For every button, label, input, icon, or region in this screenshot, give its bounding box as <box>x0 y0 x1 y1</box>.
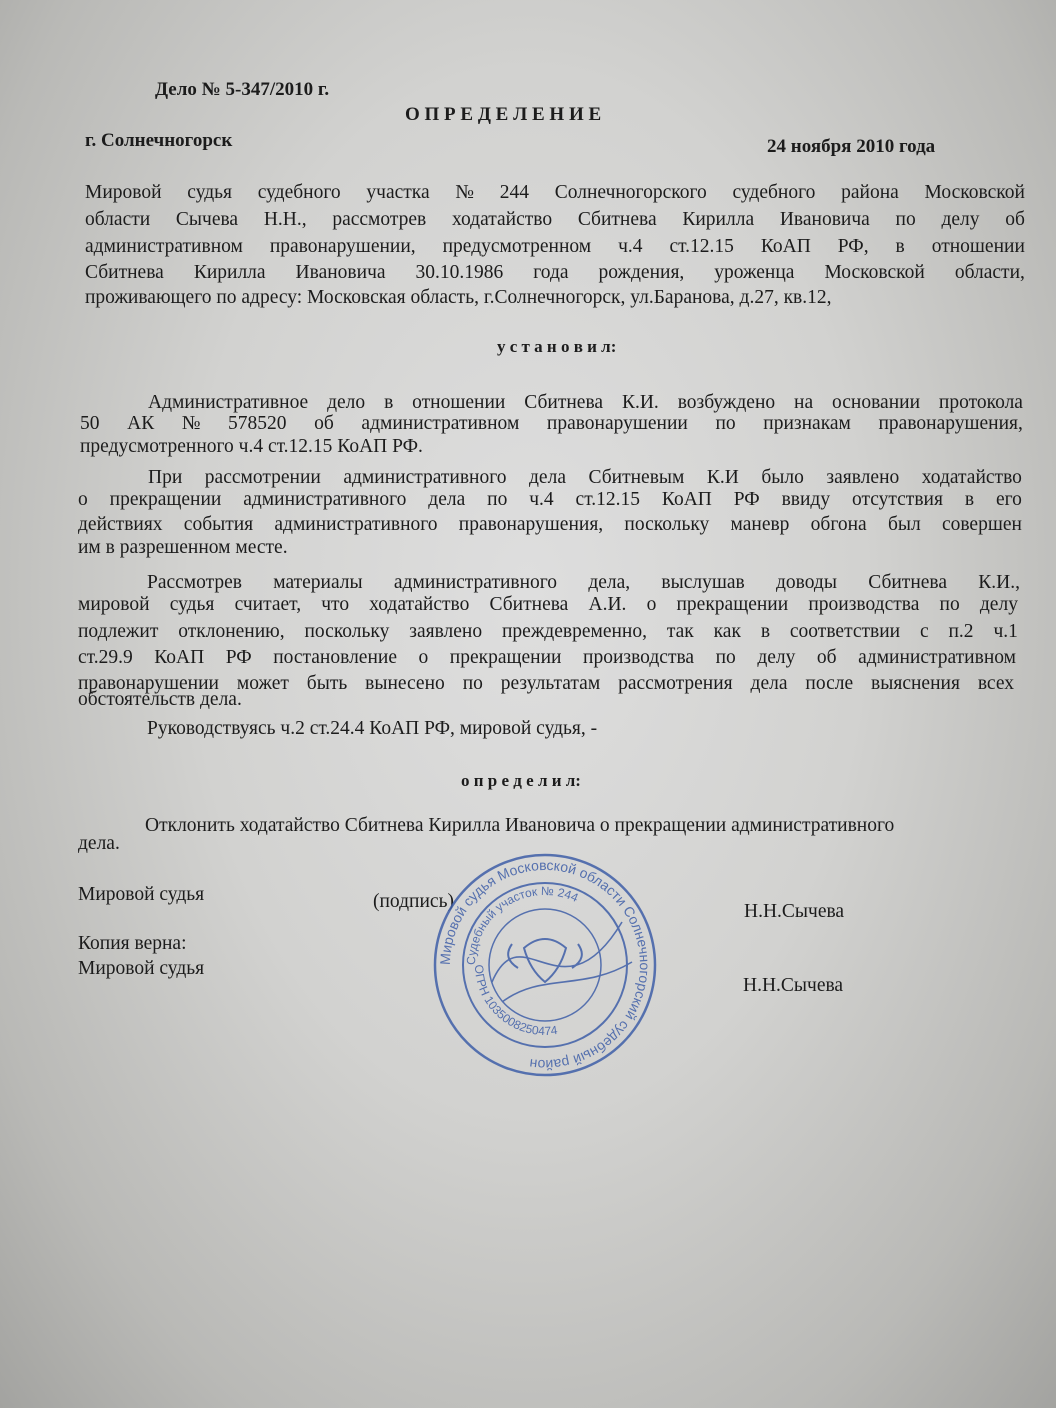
word: дела <box>750 673 788 694</box>
word: судебного <box>732 182 816 203</box>
word: ч.4 <box>618 236 643 257</box>
word: считает, <box>234 594 302 615</box>
word: рассмотрев <box>332 209 427 230</box>
word: правонарушении <box>546 413 688 434</box>
word: на <box>794 392 814 413</box>
word: протокола <box>938 392 1023 413</box>
word: так <box>666 621 694 642</box>
word: выслушав <box>661 572 745 593</box>
word: об <box>816 647 837 668</box>
word: административного <box>243 489 407 510</box>
intro-line <box>85 237 1025 257</box>
word: административном <box>361 413 520 434</box>
body-line <box>78 515 1022 535</box>
word: РФ, <box>837 236 869 257</box>
body-line: предусмотренного ч.4 ст.12.15 КоАП РФ. <box>80 436 423 457</box>
word: Сбитнева <box>868 572 948 593</box>
word: отклонению, <box>178 621 285 642</box>
word: о <box>646 594 657 615</box>
word: по <box>715 413 736 434</box>
word: рассмотрения <box>618 673 733 694</box>
word: ст.12.15 <box>669 236 734 257</box>
word: ст.29.9 <box>78 647 133 668</box>
word: Сбитнева <box>577 209 657 230</box>
word: участка <box>366 182 430 203</box>
word: Кирилла <box>682 209 755 230</box>
word: правонарушения, <box>878 413 1023 434</box>
word: в <box>760 621 771 642</box>
body-line: обстоятельств дела. <box>78 689 242 710</box>
word: административного <box>274 514 438 535</box>
word: Сбитнева <box>489 594 569 615</box>
word: Сычева <box>175 209 239 230</box>
body-line <box>78 648 1016 668</box>
word: При <box>148 467 183 488</box>
judge-name-copy: Н.Н.Сычева <box>743 975 844 996</box>
word: по <box>939 594 960 615</box>
word: в <box>384 392 394 413</box>
word: 50 <box>80 413 100 434</box>
word: района <box>841 182 899 203</box>
word: соответствии <box>789 621 901 642</box>
word: 30.10.1986 <box>415 262 504 283</box>
document-date: 24 ноября 2010 года <box>767 136 936 157</box>
word: как <box>713 621 741 642</box>
body-line: Руководствуясь ч.2 ст.24.4 КоАП РФ, мировой судья, - <box>147 718 598 739</box>
body-line: им в разрешенном месте. <box>78 537 288 558</box>
word: после <box>805 673 854 694</box>
word: Сбитнева <box>524 392 604 413</box>
word: Ивановича <box>295 262 386 283</box>
word: быть <box>306 673 348 694</box>
word: рассмотрении <box>204 467 321 488</box>
intro-line <box>85 210 1025 230</box>
word: производства <box>808 594 920 615</box>
word: Сбитнева <box>85 262 164 283</box>
word: области, <box>954 262 1025 283</box>
section-heading-established: у с т а н о в и л: <box>497 337 617 356</box>
stamp-inner-text: Судебный участок № 244 <box>463 883 581 966</box>
word: с <box>919 621 929 642</box>
word: результатам <box>500 673 601 694</box>
signature-role: Мировой судья <box>78 884 205 905</box>
word: рождения, <box>598 262 685 283</box>
word: по <box>895 209 916 230</box>
word: совершен <box>941 514 1022 535</box>
word: № <box>181 413 201 434</box>
word: отношении <box>412 392 506 413</box>
word: административного <box>393 572 558 593</box>
word: административном <box>85 236 243 257</box>
word: что <box>321 594 350 615</box>
section-heading-decided: о п р е д е л и л: <box>461 771 581 790</box>
word: административного <box>343 467 507 488</box>
word: заявлено <box>826 467 900 488</box>
word: А.И. <box>588 594 627 615</box>
word: ч.4 <box>529 489 554 510</box>
word: отношении <box>931 236 1025 257</box>
word: по <box>487 489 508 510</box>
body-line <box>78 490 1022 510</box>
word: правонарушения, <box>458 514 604 535</box>
word: КоАП <box>760 236 811 257</box>
word: маневр <box>730 514 790 535</box>
word: года <box>533 262 569 283</box>
signature-mark: (подпись) <box>373 891 454 912</box>
word: обгона <box>810 514 867 535</box>
word: Административное <box>148 392 309 413</box>
word: КоАП <box>154 647 205 668</box>
word: в <box>964 489 975 510</box>
word: № <box>455 182 474 203</box>
word: признакам <box>763 413 851 434</box>
word: делу <box>979 594 1018 615</box>
word: уроженца <box>714 262 795 283</box>
word: судебного <box>257 182 341 203</box>
signature-role-copy: Мировой судья <box>78 958 205 979</box>
word: о <box>418 647 429 668</box>
word: Кирилла <box>193 262 266 283</box>
word: ч.1 <box>993 621 1018 642</box>
word: заявлено <box>409 621 483 642</box>
word: административном <box>858 647 1016 668</box>
word: Московской <box>924 182 1025 203</box>
word: делу <box>757 647 796 668</box>
word: в <box>895 236 905 257</box>
word: дела <box>529 467 566 488</box>
word: поскольку <box>624 514 710 535</box>
word: АК <box>127 413 155 434</box>
body-line <box>148 468 1022 488</box>
word: прекращении <box>109 489 222 510</box>
body-line <box>147 573 1020 593</box>
stamp-outer-text: Мировой судья Московской области Солнечногорский судебный район <box>436 856 654 1074</box>
word: Сбитневым <box>588 467 685 488</box>
word: отсутствия <box>851 489 943 510</box>
word: выяснения <box>871 673 960 694</box>
word: предусмотренном <box>442 236 592 257</box>
word: прекращении <box>449 647 562 668</box>
word: подлежит <box>78 621 159 642</box>
word: был <box>887 514 921 535</box>
word: Солнечногорского <box>554 182 707 203</box>
word: п.2 <box>948 621 974 642</box>
word: делу <box>941 209 980 230</box>
word: Рассмотрев <box>147 572 243 593</box>
word: материалы <box>273 572 363 593</box>
word: ходатайство <box>369 594 470 615</box>
word: доводы <box>775 572 837 593</box>
word: всех <box>977 673 1014 694</box>
word: Н.Н., <box>263 209 307 230</box>
intro-line <box>85 263 1025 283</box>
word: возбуждено <box>677 392 776 413</box>
word: вынесено <box>365 673 445 694</box>
judge-name: Н.Н.Сычева <box>744 901 845 922</box>
intro-line <box>85 183 1025 203</box>
word: ввиду <box>781 489 831 510</box>
body-line <box>148 393 1023 413</box>
word: мировой <box>78 594 150 615</box>
word: РФ <box>225 647 252 668</box>
word: события <box>183 514 254 535</box>
word: правонарушении <box>78 673 219 694</box>
word: дело <box>327 392 366 413</box>
court-seal-stamp <box>432 852 658 1078</box>
word: 244 <box>499 182 529 203</box>
word: 578520 <box>228 413 287 434</box>
decision-line: дела. <box>78 833 120 854</box>
word: области <box>85 209 151 230</box>
word: ходатайство <box>451 209 553 230</box>
word: КоАП <box>661 489 712 510</box>
word: правонарушении, <box>269 236 416 257</box>
word: дела <box>428 489 466 510</box>
word: поскольку <box>304 621 390 642</box>
document-title: О П Р Е Д Е Л Е Н И Е <box>405 104 602 125</box>
word: ходатайство <box>921 467 1022 488</box>
word: преждевременно, <box>501 621 647 642</box>
copy-certified-label: Копия верна: <box>78 933 187 954</box>
city: г. Солнечногорск <box>85 130 233 151</box>
stamp-ogrn-text: ОГРН 1035008250474 <box>471 964 559 1039</box>
decision-line: Отклонить ходатайство Сбитнева Кирилла Ивановича о прекращении административного <box>145 815 895 836</box>
word: К.И <box>706 467 739 488</box>
word: по <box>462 673 483 694</box>
word: судья <box>169 594 215 615</box>
word: было <box>761 467 804 488</box>
word: Ивановича <box>779 209 870 230</box>
word: действиях <box>78 514 163 535</box>
word: прекращении <box>676 594 789 615</box>
word: постановление <box>273 647 397 668</box>
word: основании <box>832 392 921 413</box>
word: К.И., <box>978 572 1020 593</box>
case-number: Дело № 5-347/2010 г. <box>155 79 330 100</box>
word: ст.12.15 <box>575 489 641 510</box>
word: Мировой <box>85 182 162 203</box>
word: Московской <box>824 262 925 283</box>
word: по <box>715 647 736 668</box>
word: его <box>995 489 1022 510</box>
word: К.И. <box>621 392 659 413</box>
word: судья <box>187 182 233 203</box>
word: о <box>78 489 88 510</box>
body-line <box>78 622 1018 642</box>
word: производства <box>583 647 695 668</box>
word: об <box>1005 209 1025 230</box>
word: РФ <box>733 489 760 510</box>
word: может <box>236 673 289 694</box>
word: дела, <box>588 572 631 593</box>
word: об <box>314 413 334 434</box>
body-line <box>80 414 1023 434</box>
body-line <box>78 595 1018 615</box>
intro-line: проживающего по адресу: Московская область, г.Солнечногорск, ул.Баранова, д.27, кв.12, <box>85 287 832 308</box>
